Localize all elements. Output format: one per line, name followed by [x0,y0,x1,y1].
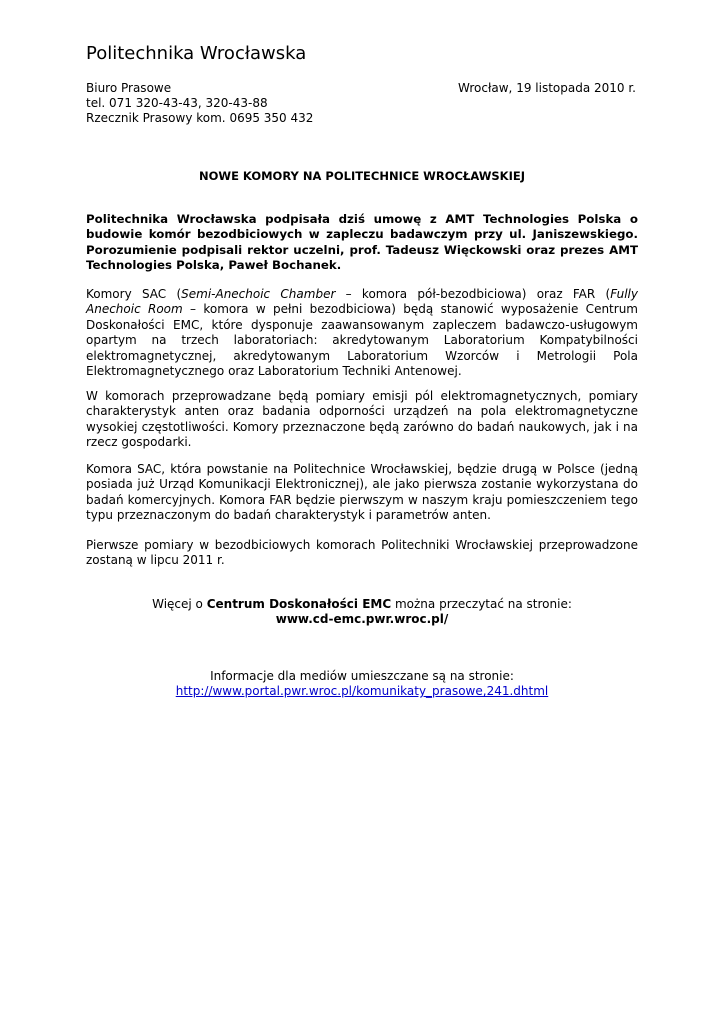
press-release-headline: NOWE KOMORY NA POLITECHNICE WROCŁAWSKIEJ [198,169,525,183]
more-info-prefix: Więcej o [152,597,207,611]
press-office-contact [86,81,313,126]
media-info-block [86,669,638,700]
media-info-link[interactable]: http://www.portal.pwr.wroc.pl/komunikaty_prasowe,241.dhtml [175,684,549,699]
more-info-suffix: można przeczytać na stronie: [391,597,572,611]
paragraph-chambers [86,287,638,379]
more-info-url-text[interactable]: www.cd-emc.pwr.wroc.pl/ [275,612,449,627]
more-info-url[interactable] [86,612,638,627]
more-info-center-name: Centrum Doskonałości EMC [206,597,392,611]
more-info-block [86,597,638,628]
release-date: Wrocław, 19 listopada 2010 r. [458,81,636,95]
p1-far-term: Fully Anechoic Room [86,287,638,317]
media-info-text: Informacje dla mediów umieszczane są na stronie: [210,669,514,683]
phone-numbers: tel. 071 320-43-43, 320-43-88 [86,96,268,110]
lead-paragraph: Politechnika Wrocławska podpisała dziś umowę z AMT Technologies Polska o budowie komór bezodbiciowych w zapleczu badawczym przy ul. Janiszewskiego. Porozumienie podpisali rektor uczelni, prof. Tadeusz Więckowski oraz prezes AMT Technologies Polska, Paweł Bochanek. [86,212,638,273]
organization-title: Politechnika Wrocławska [86,43,307,64]
more-info-line [86,597,638,612]
p1-text-1: Komory SAC ( [86,287,182,301]
office-name: Biuro Prasowe [86,81,172,95]
p1-text-3: – komora w pełni bezodbiciowa) będą stanowić wyposażenie Centrum Doskonałości EMC, które dysponuje zaawansowanym zapleczem badawczo-usługowym opartym na trzech laboratoriach: akredytowanym Laboratorium Kompatybilności elektromagnetycznej, akredytowanym Laboratorium Wzorców i Metrologii Pola Elektromagnetycznego oraz Laboratorium Techniki Antenowej. [86,302,638,379]
spokesperson-phone: Rzecznik Prasowy kom. 0695 350 432 [86,111,314,125]
p1-text-2: – komora pół-bezodbiciowa) oraz FAR ( [335,287,611,301]
paragraph-sac-far: Komora SAC, która powstanie na Politechnice Wrocławskiej, będzie drugą w Polsce (jedną posiada już Urząd Komunikacji Elektronicznej), ale jako pierwsza zostanie wykorzystana do badań komercyjnych. Komora FAR będzie pierwszym w naszym kraju pomieszczeniem tego typu przeznaczonym do badań charakterystyk i parametrów anten. [86,462,638,523]
paragraph-measurements: W komorach przeprowadzane będą pomiary emisji pól elektromagnetycznych, pomiary charakterystyk anten oraz badania odporności urządzeń na pola elektromagnetyczne wysokiej częstotliwości. Komory przeznaczone będą zarówno do badań naukowych, jak i na rzecz gospodarki. [86,389,638,450]
paragraph-first-measurements: Pierwsze pomiary w bezodbiciowych komorach Politechniki Wrocławskiej przeprowadzone zostaną w lipcu 2011 r. [86,538,638,568]
p1-sac-term: Semi-Anechoic Chamber [181,287,336,301]
